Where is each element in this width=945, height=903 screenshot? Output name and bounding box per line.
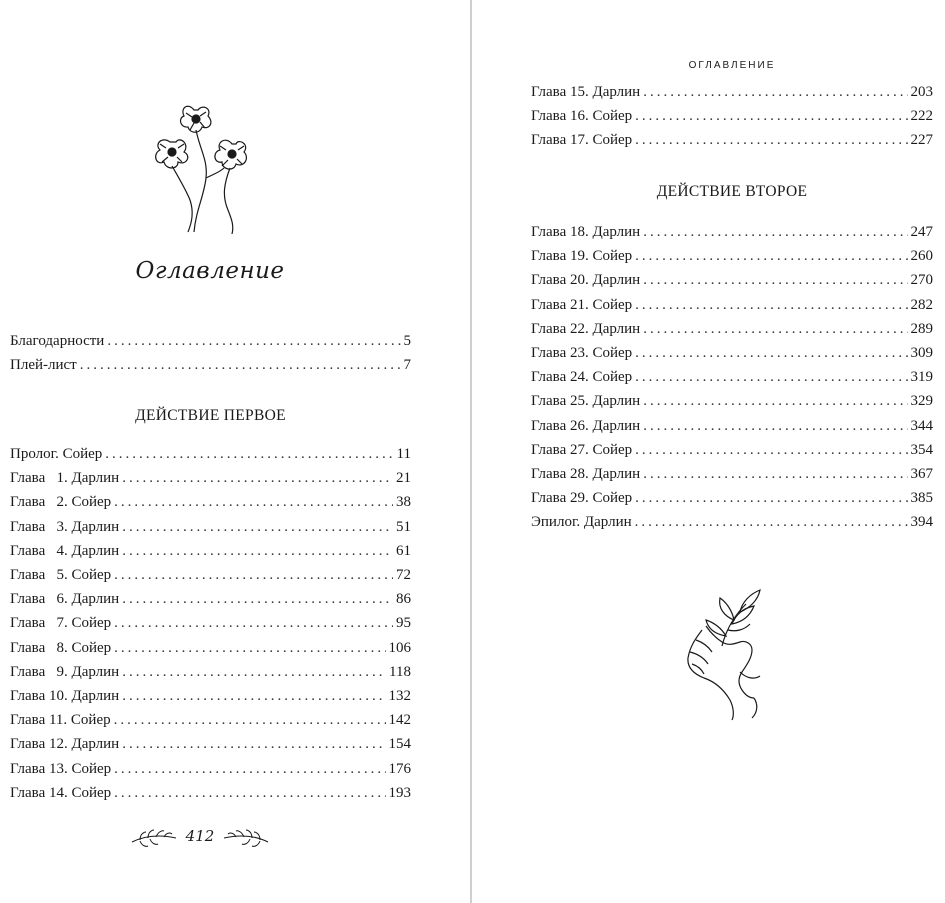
entry-label: Благодарности <box>10 333 105 349</box>
left-page <box>0 0 470 903</box>
entry-label: Глава 5. Сойер <box>10 567 112 583</box>
toc-entry[interactable] <box>531 269 933 291</box>
leader-dots <box>114 491 393 513</box>
entry-label: Плей-лист <box>10 357 77 373</box>
leader-dots <box>80 354 401 376</box>
entry-page: 7 <box>403 357 411 373</box>
entry-label: Глава 3. Дарлин <box>10 518 120 535</box>
toc-entry[interactable] <box>10 733 411 755</box>
leader-dots <box>122 685 385 707</box>
toc-entry[interactable] <box>531 294 933 316</box>
entry-label: Глава 9. Дарлин <box>10 663 120 680</box>
toc-entry[interactable] <box>531 463 933 485</box>
entry-label: Глава 14. Сойер <box>10 784 112 801</box>
entry-page: 289 <box>910 320 933 337</box>
leader-dots <box>643 221 907 243</box>
leader-dots <box>635 105 907 127</box>
leader-dots <box>635 129 907 151</box>
right-page <box>472 0 945 903</box>
toc-entry[interactable] <box>10 612 411 634</box>
entry-label: Глава 8. Сойер <box>10 639 112 656</box>
toc-entry[interactable] <box>10 564 411 586</box>
toc-entry[interactable] <box>10 709 411 731</box>
entry-label: Глава 2. Сойер <box>10 494 112 511</box>
leader-dots <box>122 733 385 755</box>
entry-label: Глава 12. Дарлин <box>10 736 120 753</box>
entry-page: 354 <box>910 441 933 458</box>
entry-page: 11 <box>396 446 411 462</box>
toc-entry[interactable] <box>10 467 411 489</box>
entry-page: 394 <box>910 514 933 531</box>
toc-entry[interactable] <box>531 439 933 461</box>
leader-dots <box>635 245 907 267</box>
entry-label: Глава 6. Дарлин <box>10 591 120 608</box>
entry-page: 154 <box>388 736 411 753</box>
entry-page: 309 <box>910 345 933 361</box>
entry-label: Глава 7. Сойер <box>10 615 112 632</box>
toc-entry[interactable] <box>531 390 933 412</box>
entry-page: 247 <box>910 224 933 240</box>
toc-entry[interactable] <box>531 129 933 151</box>
leader-dots <box>635 487 907 509</box>
entry-label: Глава 26. Дарлин <box>531 417 641 434</box>
leader-dots <box>643 81 907 103</box>
toc-entry[interactable] <box>10 588 411 610</box>
entry-page: 72 <box>396 567 411 583</box>
entry-page: 319 <box>910 369 933 386</box>
entry-page: 51 <box>396 518 411 535</box>
toc-entry[interactable] <box>531 245 933 267</box>
leader-dots <box>122 540 393 562</box>
toc-entry-acknowledgements[interactable] <box>10 330 411 352</box>
leader-dots <box>114 709 386 731</box>
leader-dots <box>122 661 386 683</box>
leader-dots <box>105 443 393 465</box>
leader-dots <box>635 342 907 364</box>
entry-label: Глава 24. Сойер <box>531 369 633 386</box>
toc-entry[interactable] <box>10 637 411 659</box>
entry-label: Глава 28. Дарлин <box>531 466 641 482</box>
entry-page: 227 <box>910 132 933 149</box>
leader-dots <box>643 318 907 340</box>
toc-entry[interactable] <box>10 443 411 465</box>
entry-label: Глава 4. Дарлин <box>10 542 120 559</box>
entry-page: 5 <box>403 333 411 349</box>
entry-label: Глава 18. Дарлин <box>531 224 641 240</box>
entry-label: Глава 13. Сойер <box>10 760 112 777</box>
entry-page: 95 <box>396 615 411 632</box>
entry-label: Глава 23. Сойер <box>531 345 633 361</box>
toc-entry[interactable] <box>531 415 933 437</box>
hand-with-sprig-icon <box>682 586 774 722</box>
entry-label: Глава 29. Сойер <box>531 490 633 507</box>
entry-label: Глава 22. Дарлин <box>531 320 641 337</box>
leader-dots <box>122 588 393 610</box>
running-head: ОГЛАВЛЕНИЕ <box>688 60 776 71</box>
toc-entry[interactable] <box>531 105 933 127</box>
entry-page: 86 <box>396 591 411 608</box>
entry-page: 132 <box>388 688 411 704</box>
entry-page: 193 <box>388 784 411 801</box>
leader-dots <box>643 415 907 437</box>
entry-page: 21 <box>396 470 411 487</box>
toc-entry[interactable] <box>531 221 933 243</box>
entry-label: Глава 19. Сойер <box>531 248 633 265</box>
entry-label: Глава 15. Дарлин <box>531 84 641 100</box>
toc-entry[interactable] <box>10 540 411 562</box>
toc-entry[interactable] <box>531 81 933 103</box>
toc-entry[interactable] <box>531 487 933 509</box>
entry-label: Пролог. Сойер <box>10 446 103 462</box>
entry-page: 367 <box>910 466 933 482</box>
entry-label: Эпилог. Дарлин <box>531 514 632 531</box>
entry-page: 329 <box>910 393 933 410</box>
act-two-title: ДЕЙСТВИЕ ВТОРОЕ <box>656 183 808 200</box>
toc-entry[interactable] <box>10 782 411 804</box>
leader-dots <box>635 294 907 316</box>
toc-heading: Оглавление <box>135 258 285 284</box>
entry-page: 176 <box>388 760 411 777</box>
entry-page: 385 <box>910 490 933 507</box>
entry-page: 118 <box>389 663 411 680</box>
page-number: 412 <box>185 827 215 845</box>
entry-page: 222 <box>910 108 933 125</box>
entry-label: Глава 27. Сойер <box>531 441 633 458</box>
leader-dots <box>114 782 385 804</box>
leader-dots <box>122 516 393 538</box>
entry-label: Глава 10. Дарлин <box>10 688 120 704</box>
page-number-ornament <box>130 822 270 852</box>
leader-dots <box>114 564 393 586</box>
leader-dots <box>107 330 400 352</box>
toc-entry[interactable] <box>10 685 411 707</box>
leader-dots <box>643 269 907 291</box>
entry-page: 142 <box>388 712 411 729</box>
toc-entry-playlist[interactable] <box>10 354 411 376</box>
entry-label: Глава 11. Сойер <box>10 712 111 729</box>
leader-dots <box>122 467 393 489</box>
toc-entry[interactable] <box>531 511 933 533</box>
leader-dots <box>114 612 393 634</box>
entry-page: 38 <box>396 494 411 511</box>
leader-dots <box>643 463 907 485</box>
toc-entry[interactable] <box>10 516 411 538</box>
entry-page: 260 <box>910 248 933 265</box>
entry-page: 203 <box>910 84 933 100</box>
leader-dots <box>114 758 385 780</box>
leader-dots <box>643 390 907 412</box>
entry-label: Глава 1. Дарлин <box>10 470 120 487</box>
entry-page: 270 <box>910 272 933 289</box>
toc-entry[interactable] <box>531 318 933 340</box>
entry-label: Глава 20. Дарлин <box>531 272 641 289</box>
act-one-title: ДЕЙСТВИЕ ПЕРВОЕ <box>135 407 286 424</box>
toc-entry[interactable] <box>531 366 933 388</box>
toc-entry[interactable] <box>10 661 411 683</box>
entry-page: 106 <box>388 639 411 656</box>
poppy-flowers-icon <box>150 100 262 234</box>
entry-page: 61 <box>396 542 411 559</box>
entry-label: Глава 17. Сойер <box>531 132 633 149</box>
leader-dots <box>114 637 385 659</box>
toc-entry[interactable] <box>10 758 411 780</box>
entry-label: Глава 16. Сойер <box>531 108 633 125</box>
entry-label: Глава 21. Сойер <box>531 296 633 313</box>
entry-page: 282 <box>910 296 933 313</box>
entry-label: Глава 25. Дарлин <box>531 393 641 410</box>
leader-dots <box>635 439 907 461</box>
toc-entry[interactable] <box>531 342 933 364</box>
leader-dots <box>635 511 908 533</box>
entry-page: 344 <box>910 417 933 434</box>
toc-entry[interactable] <box>10 491 411 513</box>
leader-dots <box>635 366 907 388</box>
